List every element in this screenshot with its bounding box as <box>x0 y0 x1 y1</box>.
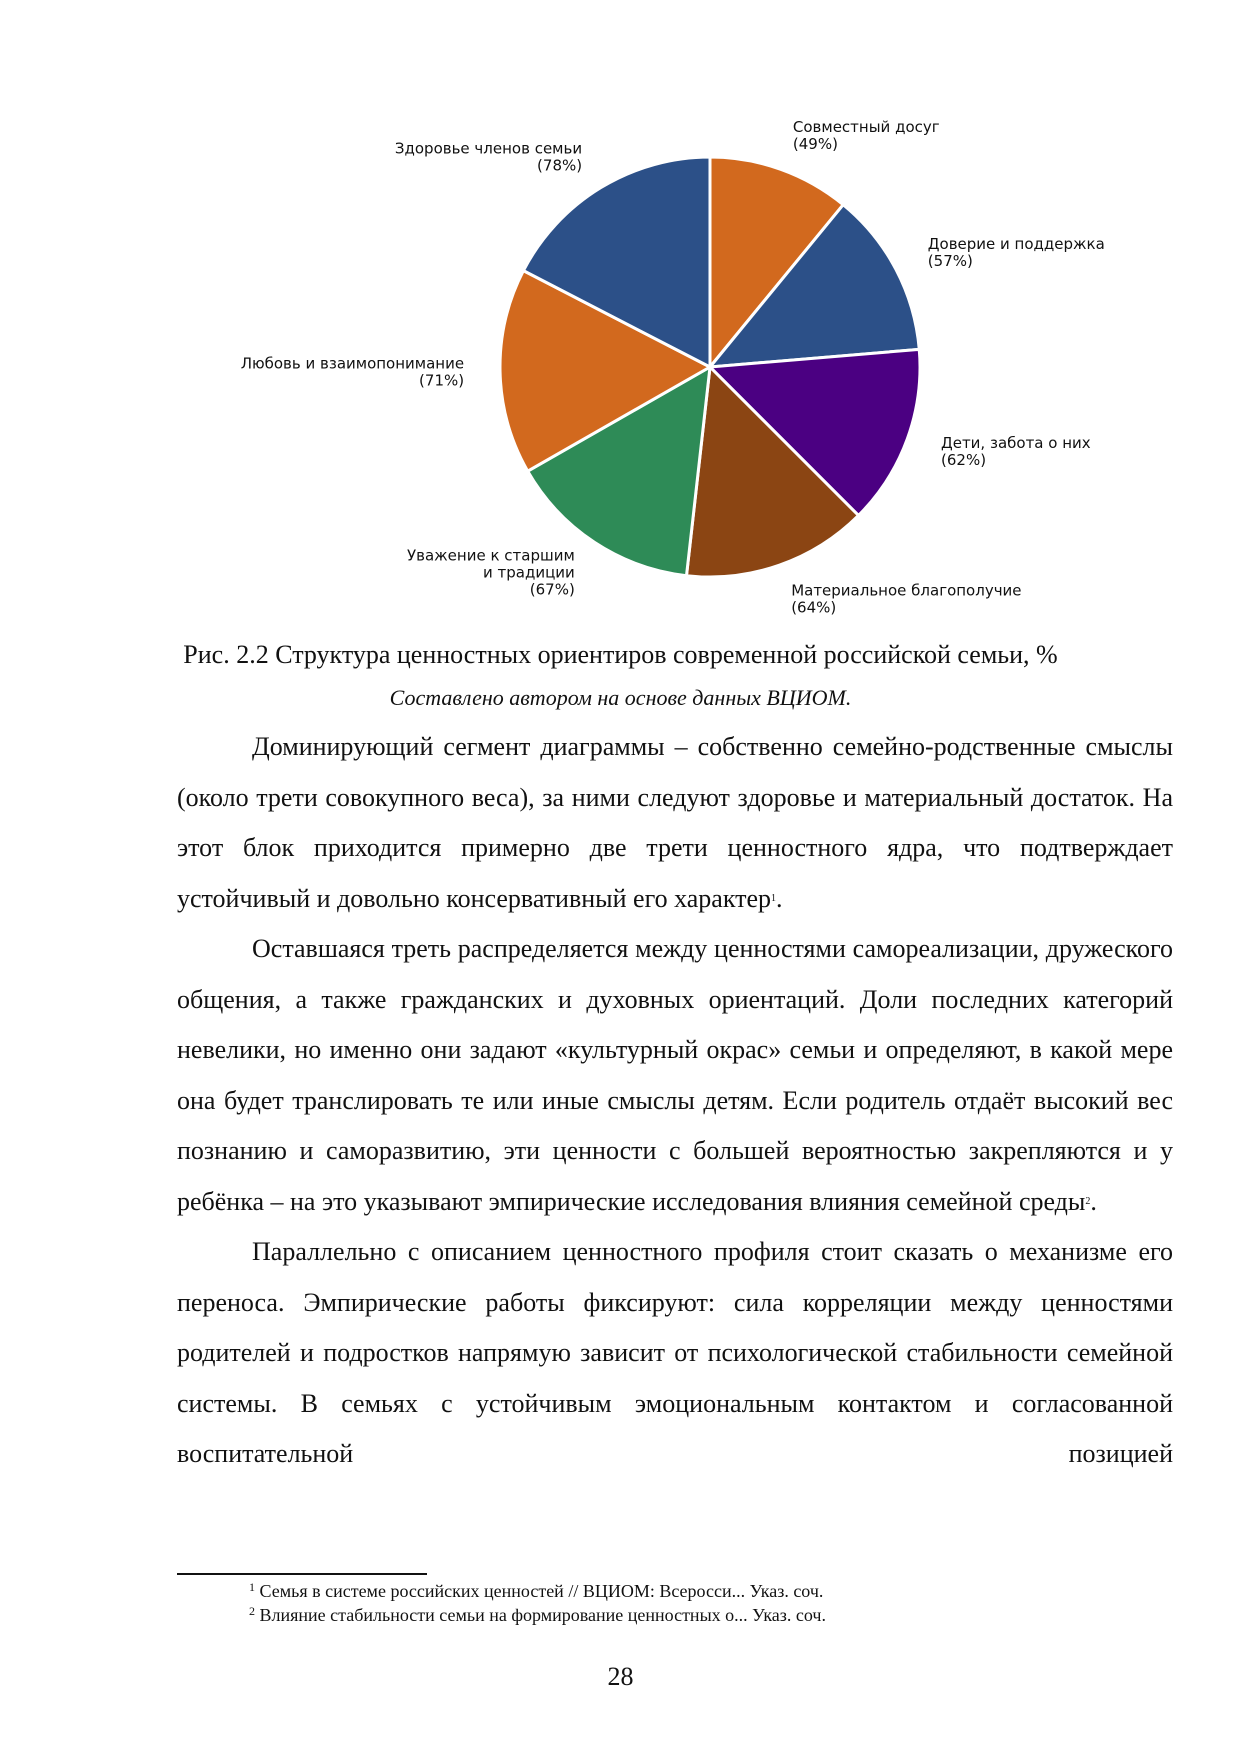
pie-slice-label: Доверие и поддержка (57%) <box>927 235 1105 271</box>
body-text <box>177 722 1173 1480</box>
figure-caption: Рис. 2.2 Структура ценностных ориентиров современной российской семьи, % <box>183 640 1058 669</box>
paragraph <box>177 722 1173 924</box>
footnote-number: 2 <box>249 1604 255 1618</box>
paragraph-text: Доминирующий сегмент диаграммы – собственно семейно-родственные смыслы (около трети совокупного веса), за ними следуют здоровье и материальный достаток. На этот блок приходится примерно две трети ценностного ядра, что подтверждает устойчивый и довольно консервативный его характер <box>177 732 1173 913</box>
footnote-text: Влияние стабильности семьи на формирование ценностных о... Указ. соч. <box>259 1605 826 1625</box>
footnote-reference[interactable]: 2 <box>1085 1195 1091 1207</box>
paragraph <box>177 1227 1173 1480</box>
pie-slice-label: Уважение к старшим и традиции (67%) <box>407 546 575 599</box>
paragraph-tail: . <box>776 883 783 913</box>
paragraph-tail: . <box>1090 1186 1097 1216</box>
pie-slice-label: Любовь и взаимопонимание (71%) <box>240 354 465 390</box>
figure-source-note: Составлено автором на основе данных ВЦИОМ. <box>389 685 852 710</box>
pie-slice-label: Совместный досуг (49%) <box>792 117 940 153</box>
footnote-number: 1 <box>249 1580 255 1594</box>
footnote-separator <box>177 1573 427 1575</box>
pie-chart <box>0 0 1241 640</box>
pie-slices <box>500 157 920 577</box>
paragraph-text: Оставшаяся треть распределяется между ценностями самореализации, дружеского общения, а также гражданских и духовных ориентаций. Доли последних категорий невелики, но именно они задают «культурный окрас» семьи и определяют, в какой мере она будет транслировать те или иные смыслы детям. Если родитель отдаёт высокий вес познанию и саморазвитию, эти ценности с большей вероятностью закрепляются и у ребёнка – на это указывают эмпирические исследования влияния семейной среды <box>177 934 1173 1216</box>
pie-slice-label: Дети, забота о них (62%) <box>941 434 1091 469</box>
page-number: 28 <box>607 1662 634 1691</box>
footnote <box>249 1603 826 1627</box>
footnote <box>249 1579 826 1603</box>
paragraph-text: Параллельно с описанием ценностного профиля стоит сказать о механизме его переноса. Эмпирические работы фиксируют: сила корреляции между ценностями родителей и подростков напрямую зависит от психологической стабильности семейной системы. В семьях с устойчивым эмоциональным контактом и согласованной воспитательной позицией <box>177 1237 1173 1468</box>
footnote-text: Семья в системе российских ценностей // ВЦИОМ: Всеросси... Указ. соч. <box>259 1581 824 1601</box>
pie-slice-label: Здоровье членов семьи (78%) <box>394 139 583 175</box>
paragraph <box>177 924 1173 1227</box>
footnotes <box>249 1579 826 1627</box>
pie-slice-label: Материальное благополучие (64%) <box>791 581 1022 617</box>
footnote-reference[interactable]: 1 <box>771 892 777 904</box>
